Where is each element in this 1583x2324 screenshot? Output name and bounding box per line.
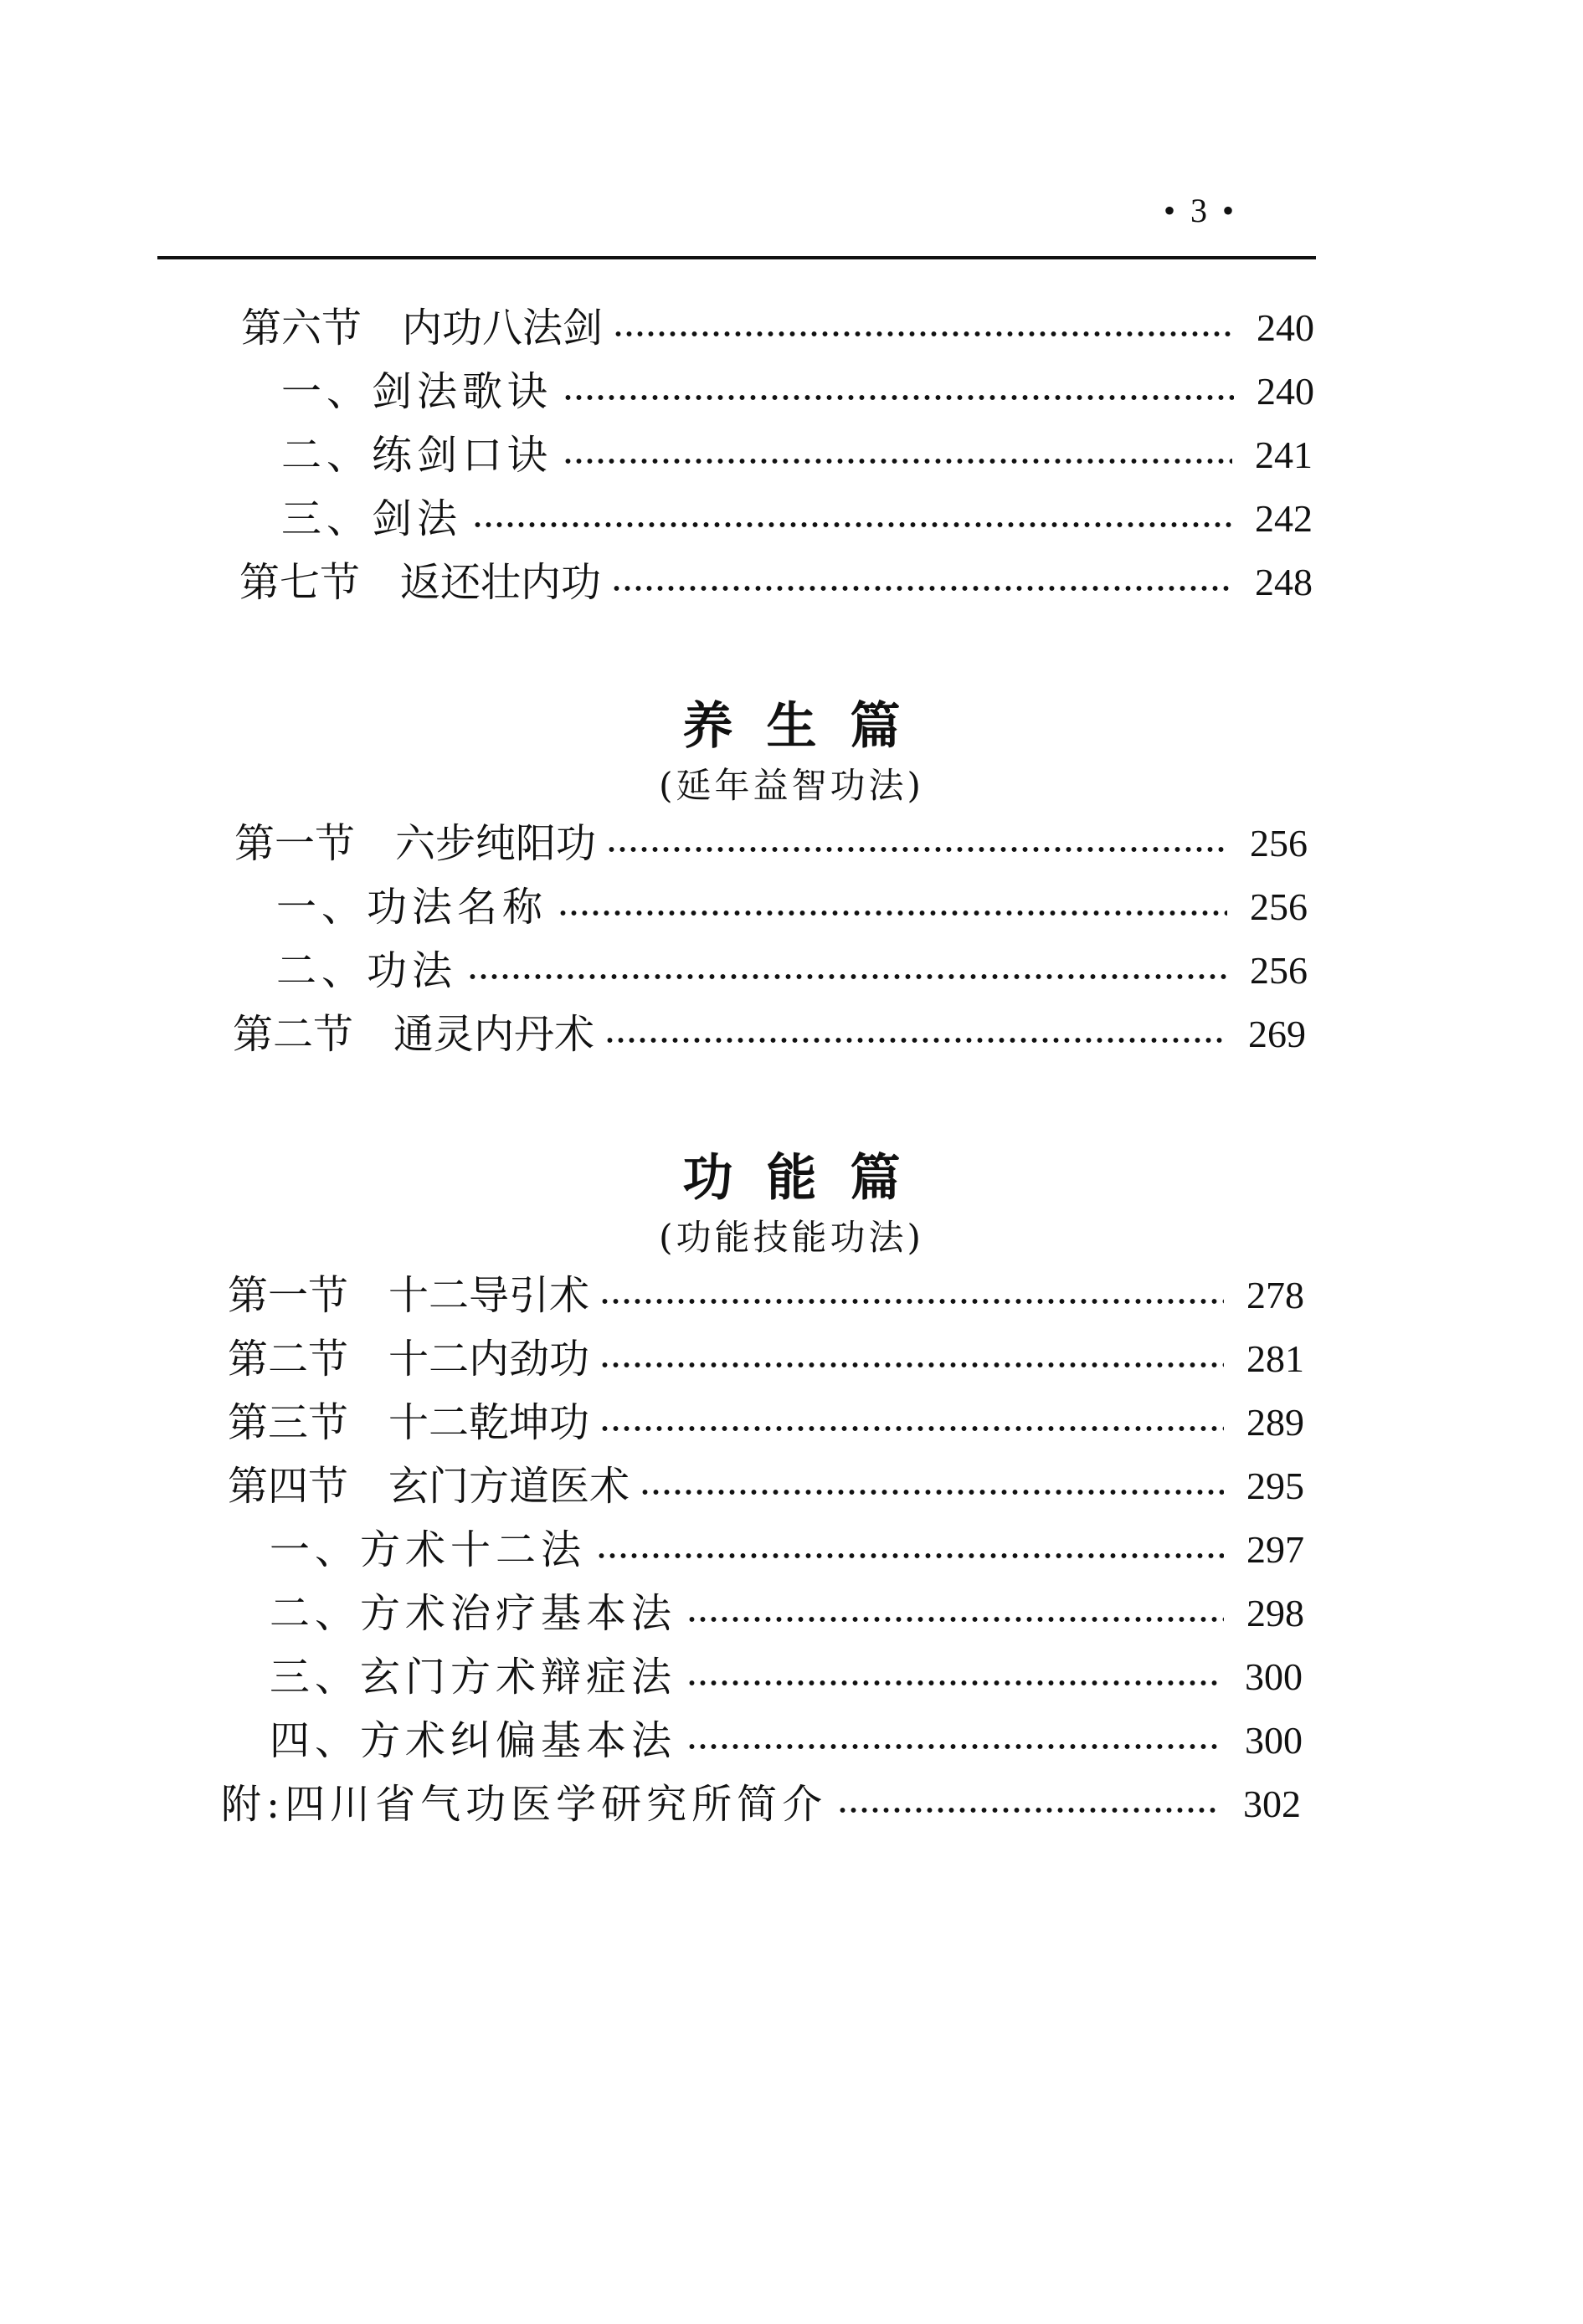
toc-entry[interactable] [228,1270,1304,1321]
page-number: • 3 • [1164,192,1238,229]
toc-entry[interactable] [233,1009,1306,1059]
toc-entry[interactable] [281,494,1313,544]
leader-dots [472,521,1232,528]
header-rule [157,256,1316,259]
toc-entry-title: 第七节 返还壮内功 [239,559,602,606]
toc-entry[interactable] [270,1652,1303,1702]
toc-entry-page: 256 [1250,949,1308,992]
toc-entry-page: 269 [1248,1013,1306,1055]
toc-entry[interactable] [270,1588,1304,1639]
toc-entry-page: 281 [1246,1337,1304,1380]
toc-entry-title: 一、方术十二法 [270,1526,587,1573]
leader-dots [837,1807,1221,1814]
toc-entry-page: 248 [1255,561,1313,603]
leader-dots [686,1680,1222,1686]
leader-dots [686,1616,1224,1623]
toc-entry-page: 300 [1245,1655,1303,1698]
toc-entry-title: 二、功法 [276,947,458,994]
toc-entry-page: 242 [1255,497,1313,540]
leader-dots [558,910,1227,916]
toc-entry-title: 第一节 六步纯阳功 [234,820,597,867]
toc-entry-title: 一、剑法歌诀 [281,368,553,415]
leader-dots [599,1425,1224,1432]
toc-entry-page: 256 [1250,822,1308,864]
toc-entry-title: 三、玄门方术辩症法 [270,1654,677,1701]
part-title: 功能篇 [682,1149,934,1208]
leader-dots [599,1362,1224,1368]
toc-entry-page: 297 [1246,1528,1304,1571]
leader-dots [596,1552,1224,1559]
toc-entry[interactable] [241,303,1314,353]
toc-entry-title: 一、功法名称 [276,884,548,931]
toc-entry[interactable] [234,818,1308,869]
toc-entry-title: 第四节 玄门方道医术 [228,1463,630,1510]
toc-entry[interactable] [270,1525,1304,1575]
part-subtitle: (延年益智功法) [659,765,924,806]
toc-entry-page: 298 [1246,1592,1304,1634]
toc-entry-page: 295 [1246,1465,1304,1507]
toc-entry[interactable] [228,1398,1304,1448]
toc-entry-page: 302 [1243,1783,1301,1825]
toc-entry[interactable] [276,946,1308,996]
toc-entry-page: 241 [1255,434,1313,476]
leader-dots [606,846,1227,853]
part-title: 养生篇 [682,697,934,756]
part-subtitle: (功能技能功法) [659,1217,924,1258]
toc-entry-title: 二、练剑口诀 [281,432,553,479]
toc-entry-title: 三、剑法 [281,495,463,542]
toc-entry[interactable] [276,882,1308,932]
toc-entry-title: 四、方术纠偏基本法 [270,1717,677,1764]
toc-entry-title: 第三节 十二乾坤功 [228,1399,590,1446]
leader-dots [604,1037,1226,1044]
toc-entry-title: 第六节 内功八法剑 [241,305,604,351]
toc-entry-page: 300 [1245,1719,1303,1762]
toc-entry[interactable] [228,1334,1304,1384]
leader-dots [640,1489,1224,1495]
toc-entry[interactable] [281,367,1314,417]
leader-dots [611,585,1232,592]
toc-entry-page: 278 [1246,1274,1304,1316]
leader-dots [563,394,1234,401]
toc-entry[interactable] [281,430,1313,480]
leader-dots [467,973,1227,980]
toc-entry[interactable] [239,557,1313,608]
toc-entry-title: 第二节 十二内劲功 [228,1336,590,1383]
leader-dots [563,458,1232,464]
leader-dots [686,1743,1222,1750]
toc-entry[interactable] [228,1461,1304,1511]
toc-entry-title: 第二节 通灵内丹术 [233,1011,595,1058]
toc-entry-title: 附:四川省气功医学研究所简介 [221,1781,828,1828]
toc-entry-page: 240 [1257,370,1314,413]
toc-entry-page: 240 [1257,306,1314,349]
toc-entry-title: 第一节 十二导引术 [228,1272,590,1319]
toc-entry-title: 二、方术治疗基本法 [270,1590,677,1637]
toc-entry-page: 289 [1246,1401,1304,1444]
toc-entry-appendix[interactable] [221,1779,1301,1829]
toc-entry[interactable] [270,1716,1303,1766]
leader-dots [613,331,1234,337]
leader-dots [599,1298,1224,1305]
toc-entry-page: 256 [1250,885,1308,928]
